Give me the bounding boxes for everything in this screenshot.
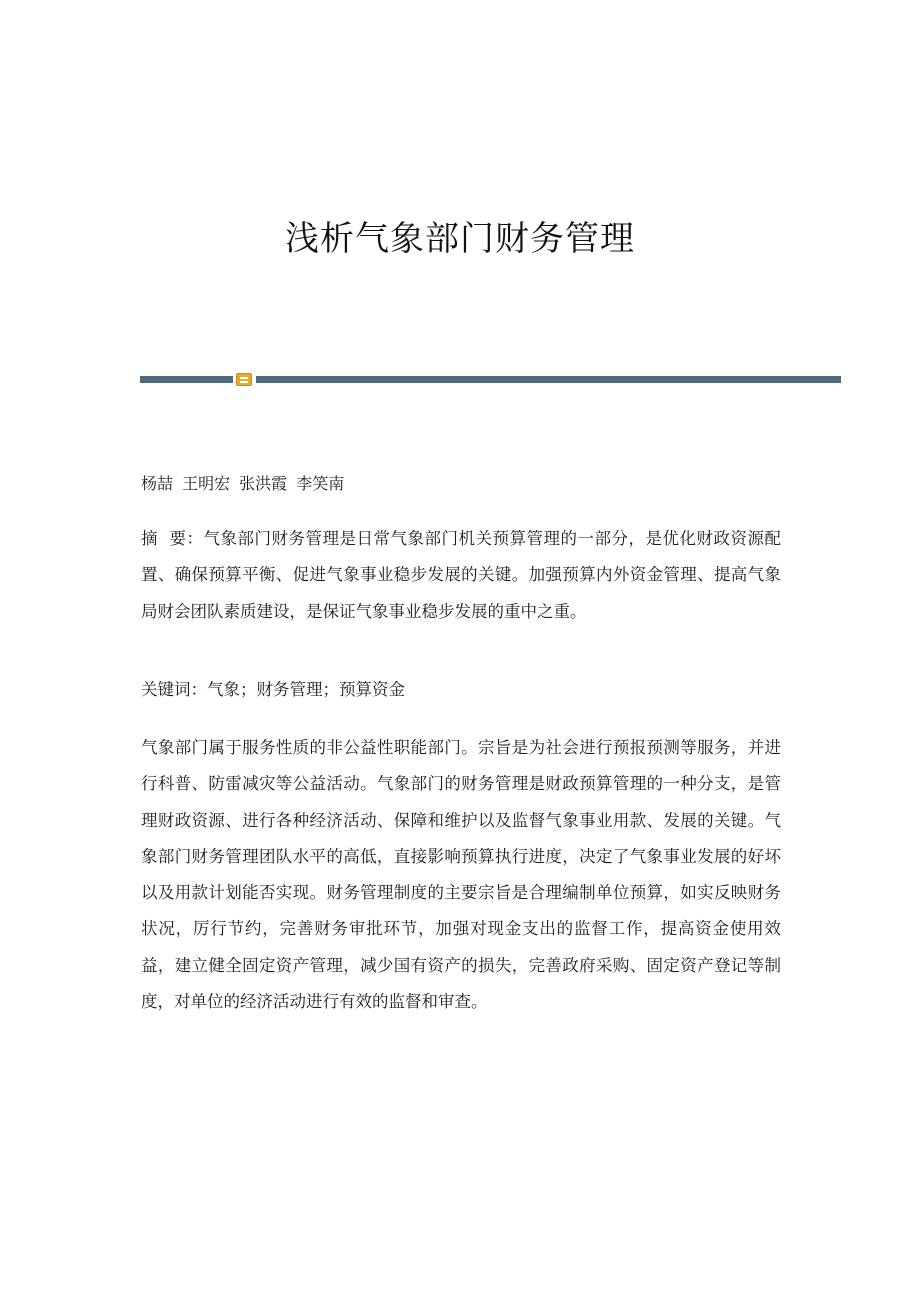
keywords-label: 关键词： — [141, 680, 207, 699]
author-list: 杨喆 王明宏 张洪霞 李笑南 — [141, 474, 345, 493]
abstract-label: 摘 要： — [141, 529, 204, 548]
abstract — [141, 521, 781, 630]
divider-bar-left — [140, 376, 233, 383]
keywords-text: 气象；财务管理；预算资金 — [207, 680, 405, 699]
title-divider — [140, 373, 841, 387]
document-emblem-icon — [236, 373, 252, 386]
body-paragraph: 气象部门属于服务性质的非公益性职能部门。宗旨是为社会进行预报预测等服务，并进行科普、防雷减灾等公益活动。气象部门的财务管理是财政预算管理的一种分支，是管理财政资源、进行各种经济活动、保障和维护以及监督气象事业用款、发展的关键。气象部门财务管理团队水平的高低，直接影响预算执行进度，决定了气象事业发展的好坏以及用款计划能否实现。财务管理制度的主要宗旨是合理编制单位预算，如实反映财务状况，厉行节约，完善财务审批环节，加强对现金支出的监督工作，提高资金使用效益，建立健全固定资产管理，减少国有资产的损失，完善政府采购、固定资产登记等制度，对单位的经济活动进行有效的监督和审查。 — [141, 738, 781, 1012]
keywords — [141, 672, 781, 708]
document-title: 浅析气象部门财务管理 — [285, 219, 635, 259]
abstract-text: 气象部门财务管理是日常气象部门机关预算管理的一部分，是优化财政资源配置、确保预算平衡、促进气象事业稳步发展的关键。加强预算内外资金管理、提高气象局财会团队素质建设，是保证气象事业稳步发展的重中之重。 — [141, 529, 781, 621]
divider-bar-right — [256, 376, 841, 383]
